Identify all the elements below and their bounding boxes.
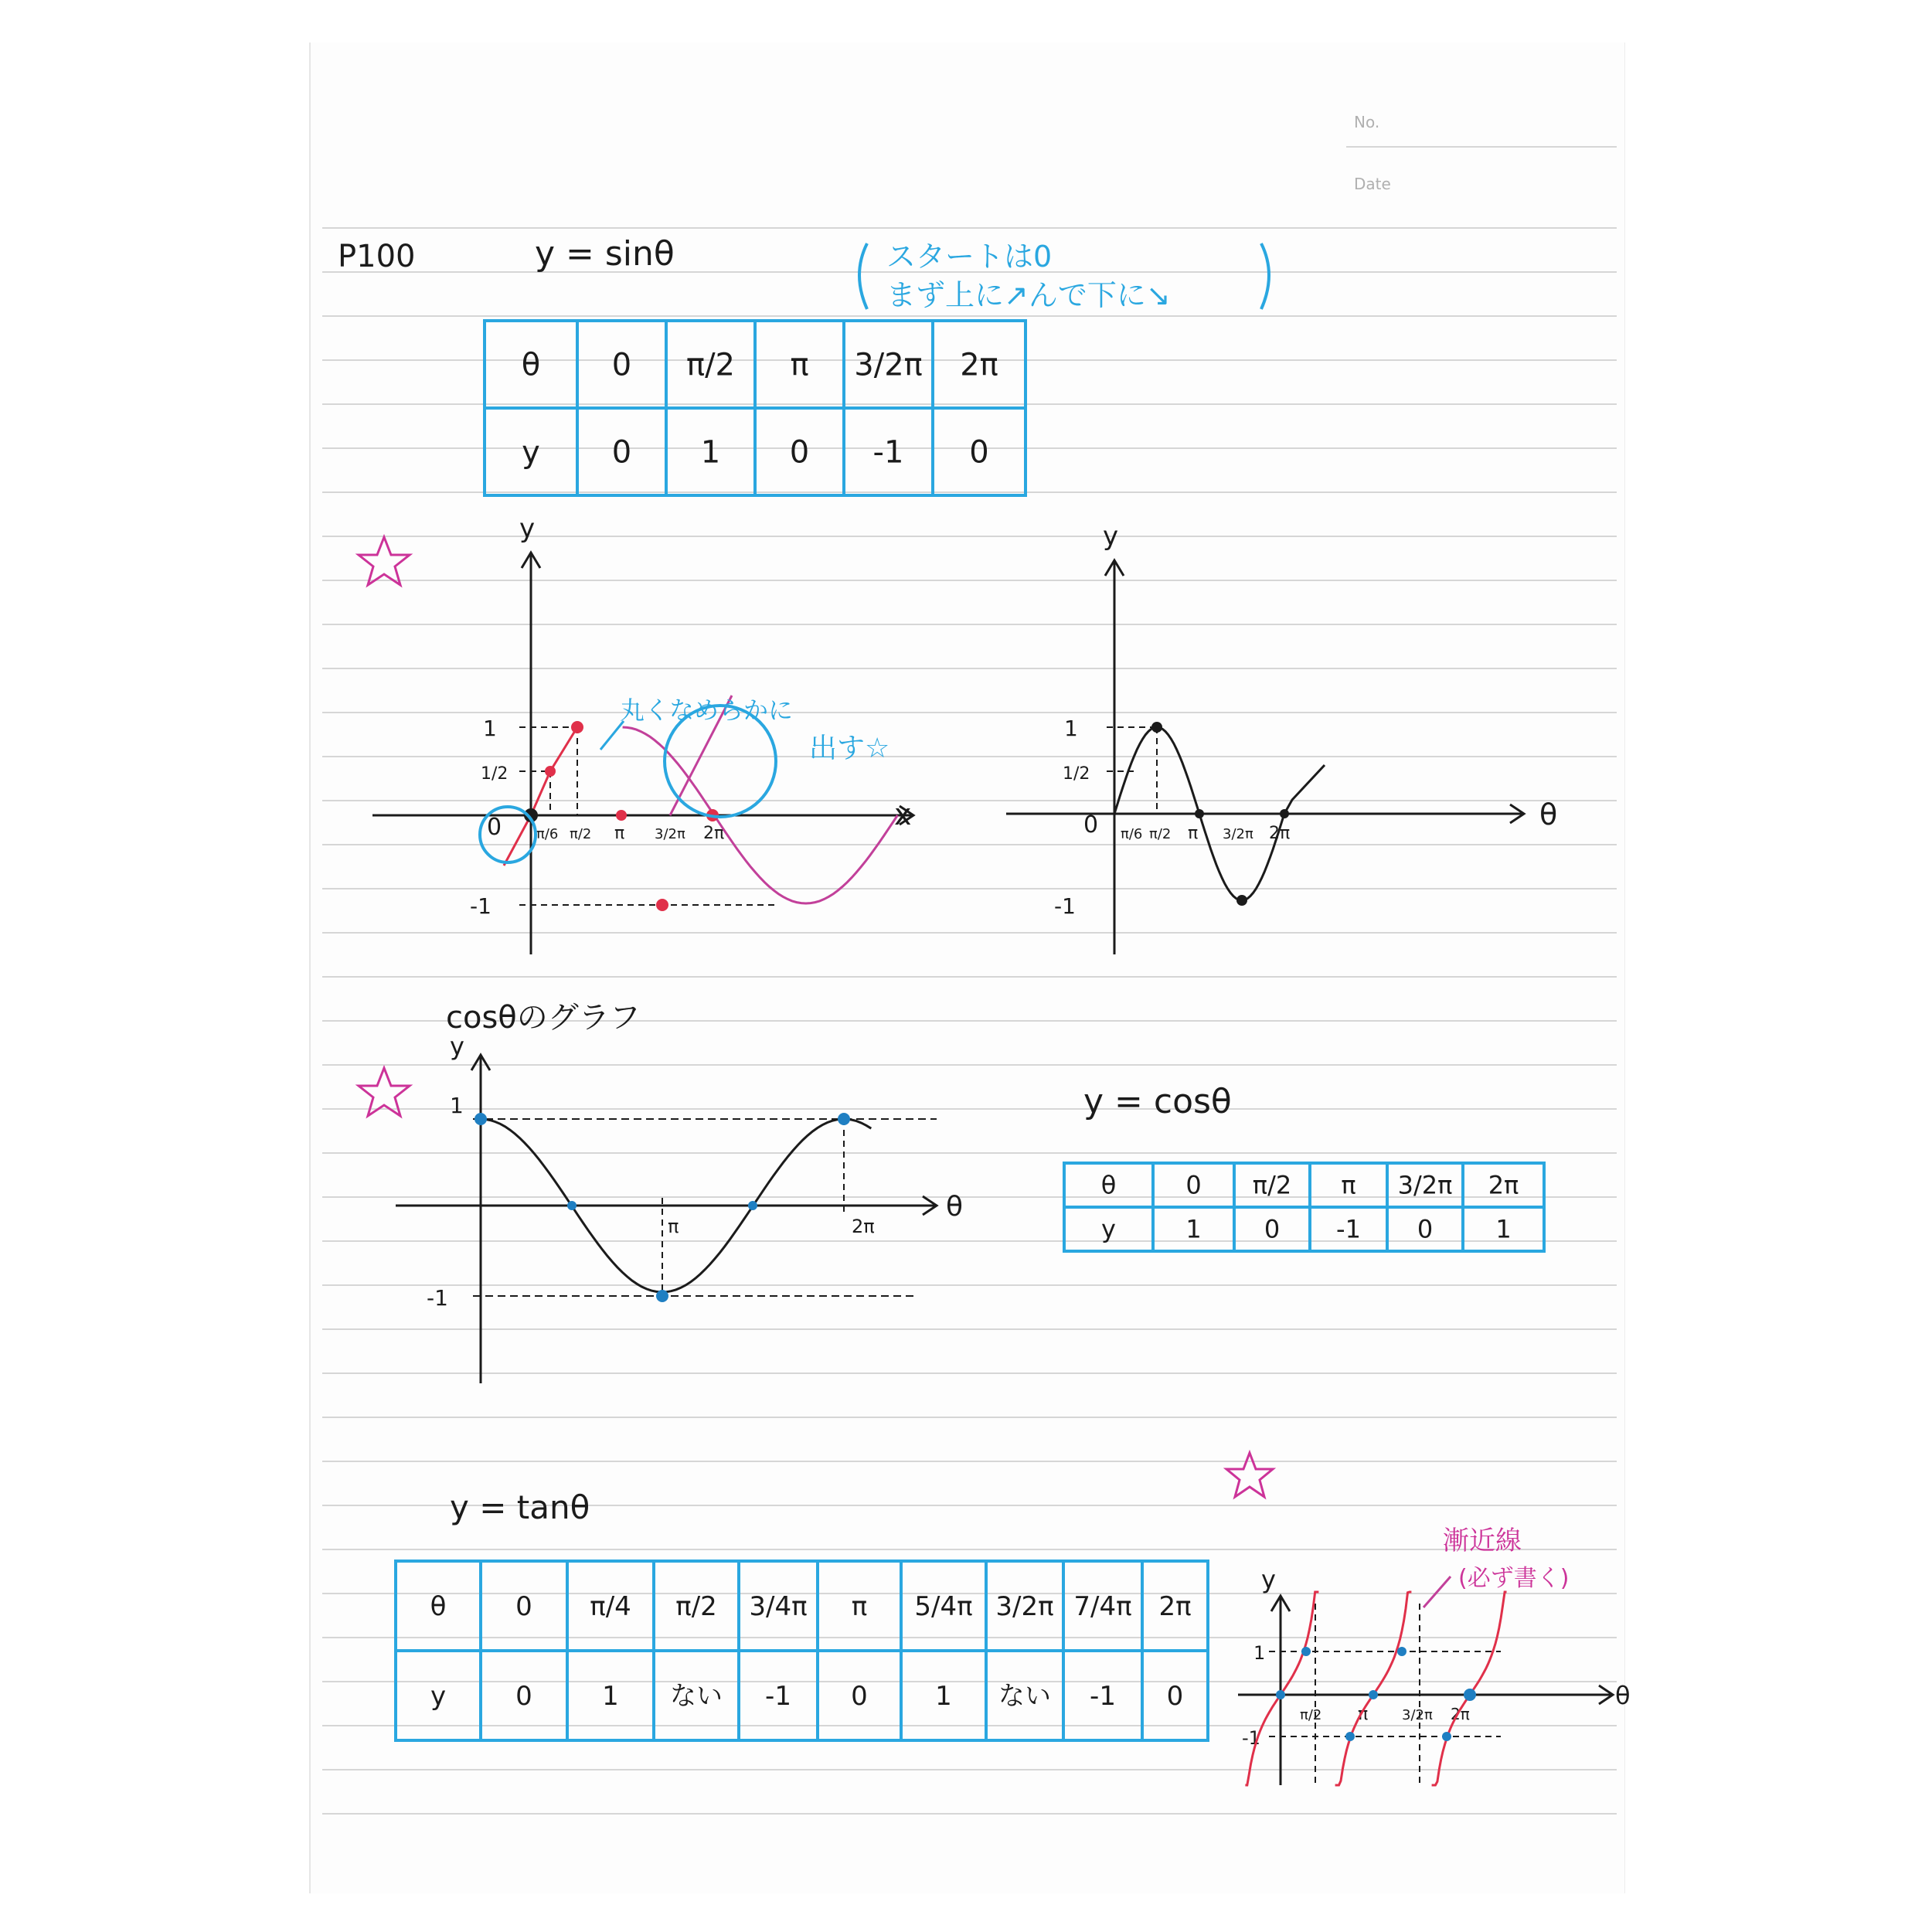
- cos-tick-x-2pi: 2π: [852, 1216, 875, 1237]
- sin1-tick-x-pi: π: [614, 824, 625, 843]
- tan-table-cell: 7/4π: [1073, 1590, 1132, 1622]
- tan-table-cell: 3/2π: [995, 1590, 1054, 1622]
- tan-tick-x-2pi: 2π: [1451, 1705, 1470, 1723]
- cos-tick-y-1: 1: [450, 1093, 464, 1118]
- tan-table-cell: ない: [998, 1680, 1051, 1712]
- tan-tick-x-3pi2: 3/2π: [1402, 1707, 1433, 1723]
- sin1-tick-x-2pi: 2π: [703, 824, 725, 843]
- tan-table-cell: 0: [515, 1680, 532, 1712]
- cos-table-cell: 3/2π: [1397, 1170, 1453, 1200]
- notebook-page: [309, 43, 1631, 1893]
- tan-table-cell: 1: [602, 1680, 619, 1712]
- tan-tick-y-1: 1: [1253, 1642, 1266, 1664]
- sin2-tick-y-half: 1/2: [1063, 764, 1090, 784]
- tan-table-cell: ない: [670, 1680, 723, 1712]
- sin-table-cell: 3/2π: [854, 347, 923, 383]
- sin2-tick-x-pi2: π/2: [1149, 826, 1172, 842]
- sin-table-cell: θ: [521, 347, 541, 383]
- star-icon: [359, 537, 410, 585]
- tan-value-table: [396, 1561, 1208, 1740]
- cos-table-cell: π: [1341, 1170, 1356, 1200]
- sin-table-cell: 0: [789, 434, 810, 471]
- tan-table-cell: π: [851, 1590, 868, 1622]
- sin-table-cell: 0: [969, 434, 989, 471]
- cos-y-label: y: [450, 1032, 464, 1061]
- sin1-y-label: y: [519, 513, 536, 544]
- cos-x-label: θ: [946, 1191, 964, 1223]
- tan-table-cell: 3/4π: [749, 1590, 808, 1622]
- cos-tick-y-neg1: -1: [427, 1285, 448, 1311]
- sin2-tick-y-neg1: -1: [1054, 893, 1076, 919]
- sin2-tick-x-pi: π: [1188, 824, 1199, 843]
- cos-tick-x-pi: π: [668, 1216, 679, 1237]
- sin1-tick-y-half: 1/2: [481, 764, 509, 784]
- tan-table-cell: π/2: [675, 1590, 717, 1622]
- sin1-tick-x-pi6: π/6: [536, 826, 559, 842]
- tan-tick-y-neg1: -1: [1242, 1727, 1260, 1749]
- cos-table-cell: 1: [1185, 1214, 1202, 1244]
- cos-table-cell: 0: [1264, 1214, 1281, 1244]
- cos-table-cell: y: [1101, 1214, 1116, 1244]
- sin-note-line-2: まず上に↗んで下に↘: [886, 278, 1171, 312]
- tan-equation: y = tanθ: [450, 1488, 590, 1526]
- star-icon: [1226, 1453, 1273, 1497]
- cos-table-cell: 2π: [1488, 1170, 1519, 1200]
- cos-graph: [396, 1032, 963, 1383]
- sin-table-cell: π: [790, 347, 809, 383]
- tan-x-label: θ: [1615, 1681, 1631, 1710]
- sin-table-cell: 0: [611, 434, 632, 471]
- sin-equation: y = sinθ: [535, 234, 675, 274]
- sin-table-cell: 1: [700, 434, 721, 471]
- sin-value-table: [485, 321, 1026, 495]
- sin1-tick-x-pi2: π/2: [570, 826, 592, 842]
- cos-equation: y = cosθ: [1083, 1082, 1232, 1121]
- cos-table-cell: 1: [1495, 1214, 1512, 1244]
- tan-graph: [1238, 1526, 1631, 1785]
- sin2-tick-x-2pi: 2π: [1269, 824, 1291, 843]
- cos-table-cell: -1: [1336, 1214, 1361, 1244]
- sin-table-cell: π/2: [685, 347, 736, 383]
- page-reference: P100: [338, 239, 416, 274]
- sin1-tick-y-1: 1: [483, 716, 497, 741]
- cos-table-cell: 0: [1185, 1170, 1202, 1200]
- sin2-y-label: y: [1103, 521, 1119, 552]
- sin-table-cell: 0: [611, 347, 632, 383]
- sin2-origin: 0: [1083, 811, 1099, 838]
- cos-title: cosθのグラフ: [446, 1000, 641, 1036]
- tan-table-cell: y: [430, 1680, 447, 1712]
- sin-table-cell: y: [522, 434, 540, 471]
- tan-table-cell: π/4: [590, 1590, 631, 1622]
- sin-note-line-1: スタートは0: [886, 240, 1053, 274]
- sin2-tick-x-3pi2: 3/2π: [1223, 826, 1253, 842]
- tan-table-cell: -1: [1090, 1680, 1116, 1712]
- cos-table-cell: θ: [1100, 1170, 1117, 1200]
- sin1-tick-y-neg1: -1: [470, 893, 492, 919]
- tan-table-cell: 0: [851, 1680, 868, 1712]
- sin1-tick-x-3pi2: 3/2π: [655, 826, 685, 842]
- no-label: No.: [1354, 113, 1380, 131]
- tan-table-cell: -1: [765, 1680, 791, 1712]
- sin2-tick-y-1: 1: [1064, 716, 1078, 741]
- tan-table-cell: 1: [935, 1680, 952, 1712]
- sin-table-cell: 2π: [960, 347, 998, 383]
- sin1-x-label: x: [894, 798, 912, 832]
- cos-table-cell: π/2: [1252, 1170, 1292, 1200]
- cos-value-table: [1064, 1163, 1544, 1251]
- tan-table-cell: θ: [430, 1590, 447, 1622]
- date-label: Date: [1354, 175, 1391, 193]
- tan-tick-x-pi2: π/2: [1300, 1707, 1322, 1723]
- tan-annotation-title: 漸近線: [1443, 1526, 1522, 1556]
- tan-table-cell: 2π: [1158, 1590, 1192, 1622]
- notebook-sheet: [311, 43, 1631, 1893]
- tan-table-cell: 0: [1166, 1680, 1184, 1712]
- sin1-origin: 0: [487, 814, 502, 841]
- tan-tick-x-pi: π: [1358, 1705, 1369, 1724]
- sin-table-cell: -1: [872, 434, 904, 471]
- sin2-tick-x-pi6: π/6: [1121, 826, 1143, 842]
- sin2-x-label: θ: [1539, 798, 1558, 832]
- sin1-annotation-main: 丸くなめらかに: [620, 696, 794, 725]
- tan-annotation-note: (必ず書く): [1458, 1565, 1570, 1592]
- cos-table-cell: 0: [1417, 1214, 1434, 1244]
- tan-table-cell: 5/4π: [914, 1590, 973, 1622]
- sin1-annotation-side: 出す☆: [809, 733, 890, 764]
- tan-table-cell: 0: [515, 1590, 532, 1622]
- tan-y-label: y: [1261, 1565, 1276, 1594]
